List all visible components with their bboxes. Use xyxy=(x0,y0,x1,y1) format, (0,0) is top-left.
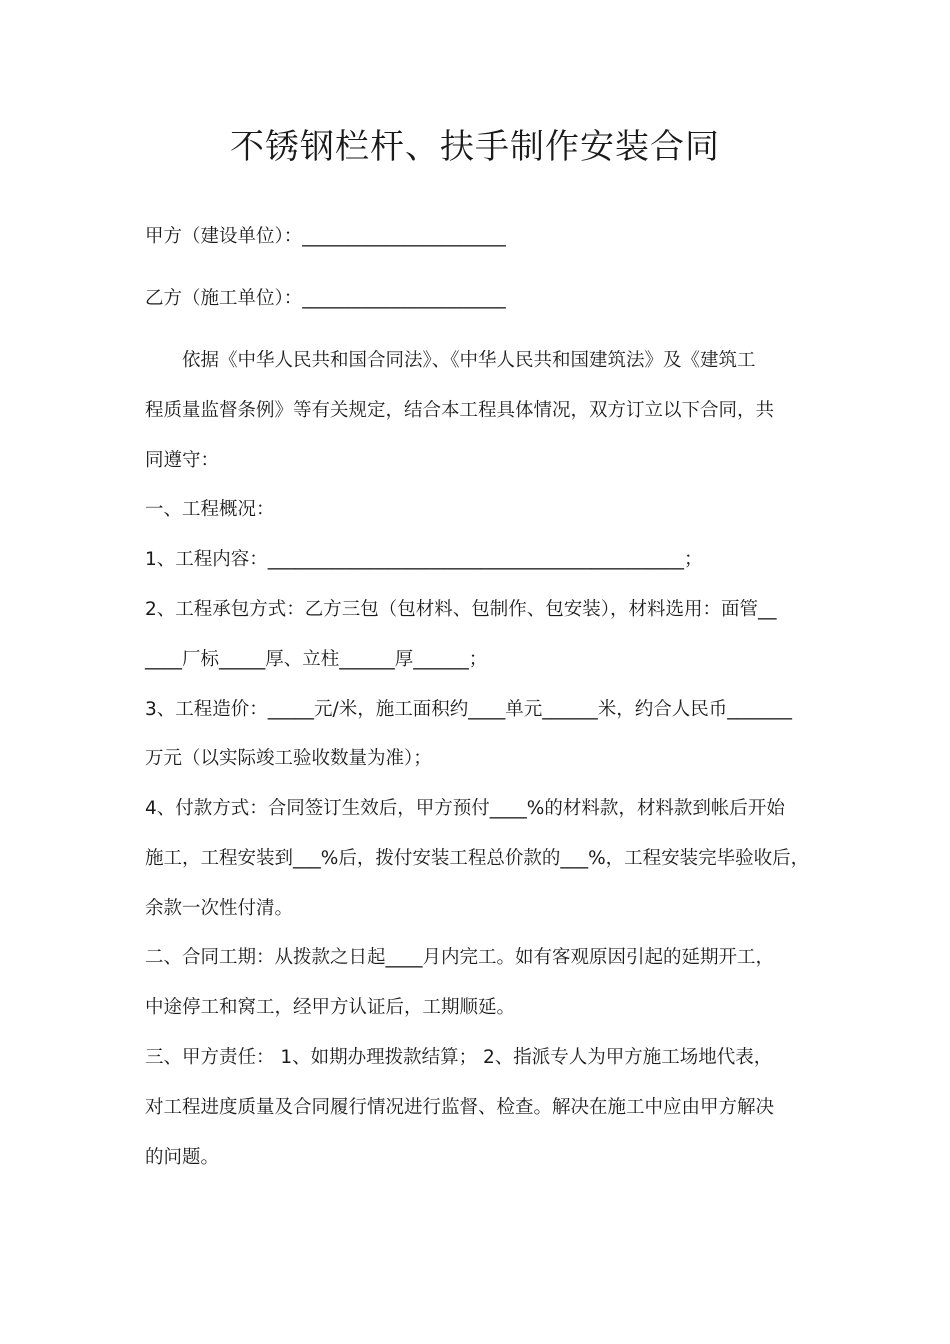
section-1-item-2-line-2: ____厂标_____厚、立柱______厚______； xyxy=(145,649,488,670)
party-a-line: 甲方（建设单位）：______________________ xyxy=(145,226,506,247)
section-1-item-3-line-2: 万元（以实际竣工验收数量为准）； xyxy=(145,748,432,769)
section-1-item-2-line-1: 2、工程承包方式：乙方三包（包材料、包制作、包安装），材料选用：面管__ xyxy=(145,599,777,620)
section-1-item-4-line-3: 余款一次性付清。 xyxy=(145,898,294,919)
section-2-line-2: 中途停工和窝工，经甲方认证后，工期顺延。 xyxy=(145,997,516,1018)
section-3-line-1: 三、甲方责任： 1、如期办理拨款结算； 2、指派专人为甲方施工场地代表， xyxy=(145,1047,773,1068)
section-1-item-4-line-2: 施工，工程安装到___%后，拨付安装工程总价款的___%，工程安装完毕验收后， xyxy=(145,848,810,869)
section-1-heading: 一、工程概况： xyxy=(145,499,275,520)
section-3-line-3: 的问题。 xyxy=(145,1147,220,1168)
preamble-line-3: 同遵守： xyxy=(145,450,220,471)
section-1-item-4-line-1: 4、付款方式：合同签订生效后，甲方预付____%的材料款，材料款到帐后开始 xyxy=(145,798,785,819)
document-title: 不锈钢栏杆、扶手制作安装合同 xyxy=(230,127,720,167)
section-1-item-1: 1、工程内容：_____________________________________________； xyxy=(145,549,703,570)
preamble-line-1: 依据《中华人民共和国合同法》、《中华人民共和国建筑法》及《建筑工 xyxy=(182,350,756,371)
party-b-line: 乙方（施工单位）：______________________ xyxy=(145,288,506,309)
section-1-item-3-line-1: 3、工程造价：_____元/米，施工面积约____单元______米，约合人民币_______ xyxy=(145,699,793,720)
preamble-line-2: 程质量监督条例》等有关规定，结合本工程具体情况，双方订立以下合同，共 xyxy=(145,400,775,421)
section-3-line-2: 对工程进度质量及合同履行情况进行监督、检查。解决在施工中应由甲方解决 xyxy=(145,1097,775,1118)
section-2-line-1: 二、合同工期：从拨款之日起____月内完工。如有客观原因引起的延期开工， xyxy=(145,947,775,968)
